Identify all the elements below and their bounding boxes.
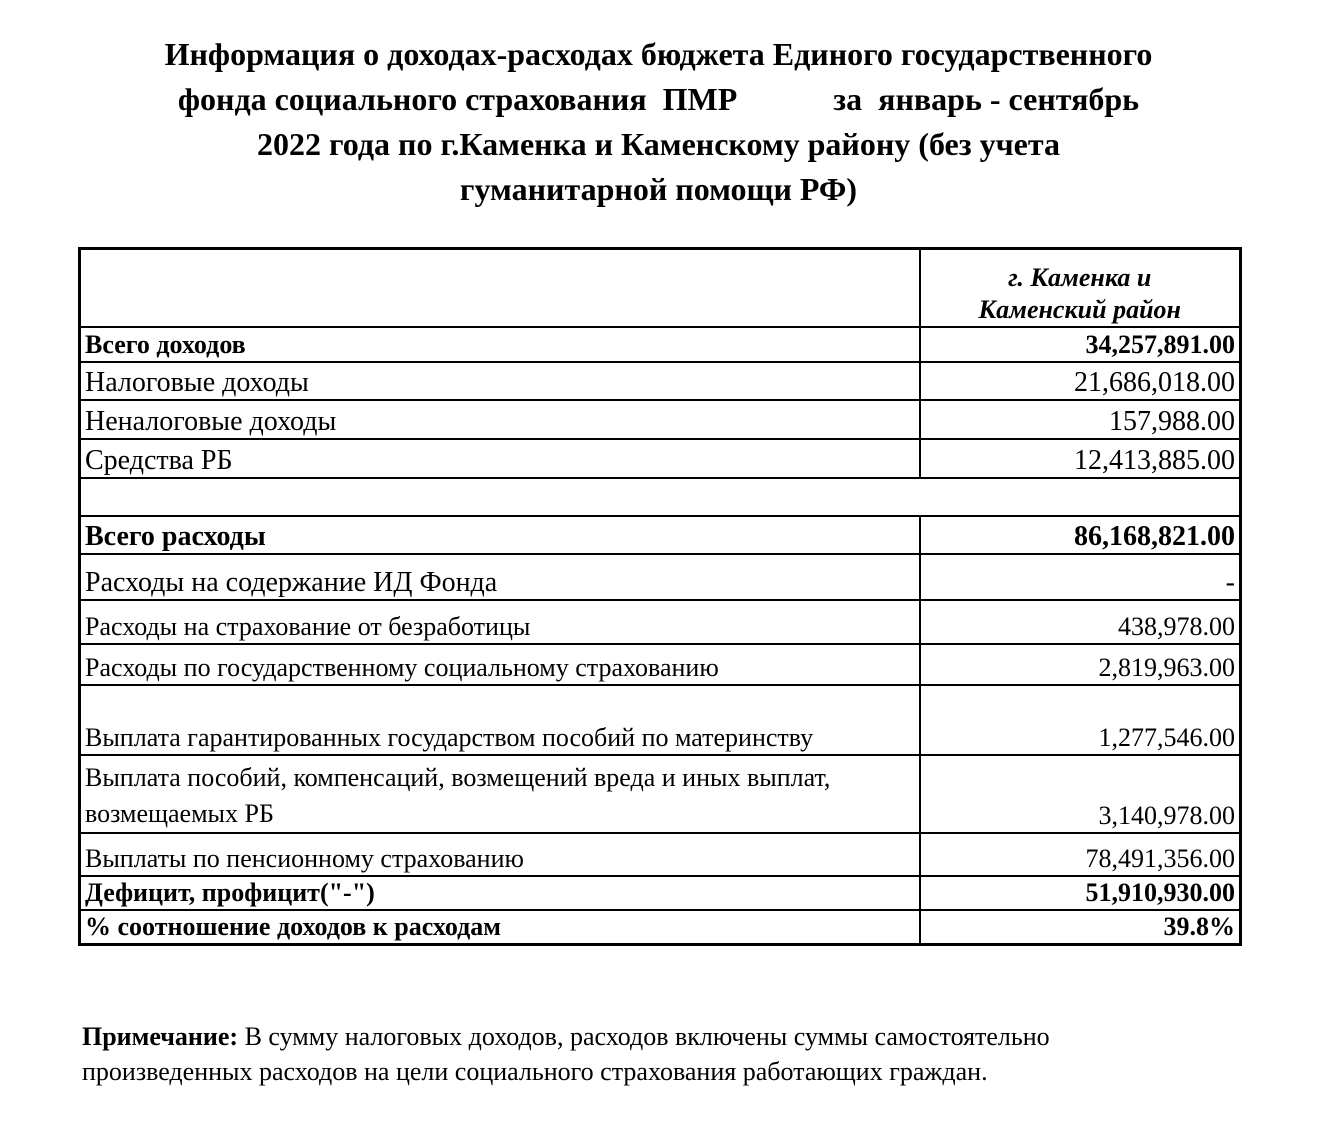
row-label-line-1: Выплата пособий, компенсаций, возмещений вреда и иных выплат,: [85, 762, 831, 792]
header-region-line-1: г. Каменка и: [1008, 262, 1152, 292]
header-region-cell: [920, 249, 1241, 327]
row-label: Неналоговые доходы: [80, 400, 920, 439]
title-line-1: Информация о доходах-расходах бюджета Единого государственного: [164, 36, 1153, 72]
row-label: Выплаты по пенсионному страхованию: [80, 833, 920, 876]
title-line-2: фонда социального страхования ПМР за январь - сентябрь: [177, 81, 1140, 117]
row-label: Расходы на содержание ИД Фонда: [80, 554, 920, 600]
row-label: % соотношение доходов к расходам: [80, 910, 920, 945]
row-label: Расходы на страхование от безработицы: [80, 600, 920, 644]
row-value: 157,988.00: [920, 400, 1241, 439]
table-row-pension: [80, 833, 1241, 876]
row-label: Всего расходы: [80, 516, 920, 554]
row-value: 86,168,821.00: [920, 516, 1241, 554]
row-label-line-2: возмещаемых РБ: [85, 798, 274, 828]
row-value: 78,491,356.00: [920, 833, 1241, 876]
table-row-ratio: [80, 910, 1241, 945]
row-value: 21,686,018.00: [920, 362, 1241, 400]
row-value: 2,819,963.00: [920, 644, 1241, 685]
budget-table: [78, 247, 1242, 946]
empty-cell: [80, 478, 1241, 516]
row-value: 51,910,930.00: [920, 876, 1241, 910]
row-value: 34,257,891.00: [920, 327, 1241, 362]
row-label: Средства РБ: [80, 439, 920, 478]
row-value: -: [920, 554, 1241, 600]
table-row-total-expenses: [80, 516, 1241, 554]
row-value: 3,140,978.00: [920, 755, 1241, 833]
table-header-row: [80, 249, 1241, 327]
row-value: 12,413,885.00: [920, 439, 1241, 478]
row-label: Налоговые доходы: [80, 362, 920, 400]
footnote-line-2: произведенных расходов на цели социального страхования работающих граждан.: [82, 1057, 988, 1086]
table-row-deficit: [80, 876, 1241, 910]
footnote-line-1: [82, 1019, 1202, 1054]
table-row-rb-funds: [80, 439, 1241, 478]
row-label: Выплата гарантированных государством пособий по материнству: [80, 685, 920, 755]
table-row-compensations: [80, 755, 1241, 833]
table-row-tax-income: [80, 362, 1241, 400]
header-label-cell: [80, 249, 920, 327]
title-line-3: 2022 года по г.Каменка и Каменскому району (без учета: [257, 126, 1060, 162]
row-value: 39.8%: [920, 910, 1241, 945]
footnote-text: В сумму налоговых доходов, расходов включены суммы самостоятельно: [238, 1022, 1050, 1051]
footnote: [82, 1019, 1202, 1089]
row-label: Дефицит, профицит("-"): [80, 876, 920, 910]
table-row-fund-maintenance: [80, 554, 1241, 600]
table-row-social-insurance: [80, 644, 1241, 685]
row-label: Всего доходов: [80, 327, 920, 362]
table-row-nontax-income: [80, 400, 1241, 439]
table-row-maternity: [80, 685, 1241, 755]
table-row-unemployment: [80, 600, 1241, 644]
table-row-total-income: [80, 327, 1241, 362]
header-region-line-2: Каменский район: [978, 294, 1181, 324]
footnote-label: Примечание:: [82, 1022, 239, 1051]
page-title: [60, 32, 1257, 212]
row-label: Расходы по государственному социальному страхованию: [80, 644, 920, 685]
row-value: 1,277,546.00: [920, 685, 1241, 755]
row-label: [80, 755, 920, 833]
row-value: 438,978.00: [920, 600, 1241, 644]
title-line-4: гуманитарной помощи РФ): [459, 171, 858, 207]
table-row-empty: [80, 478, 1241, 516]
